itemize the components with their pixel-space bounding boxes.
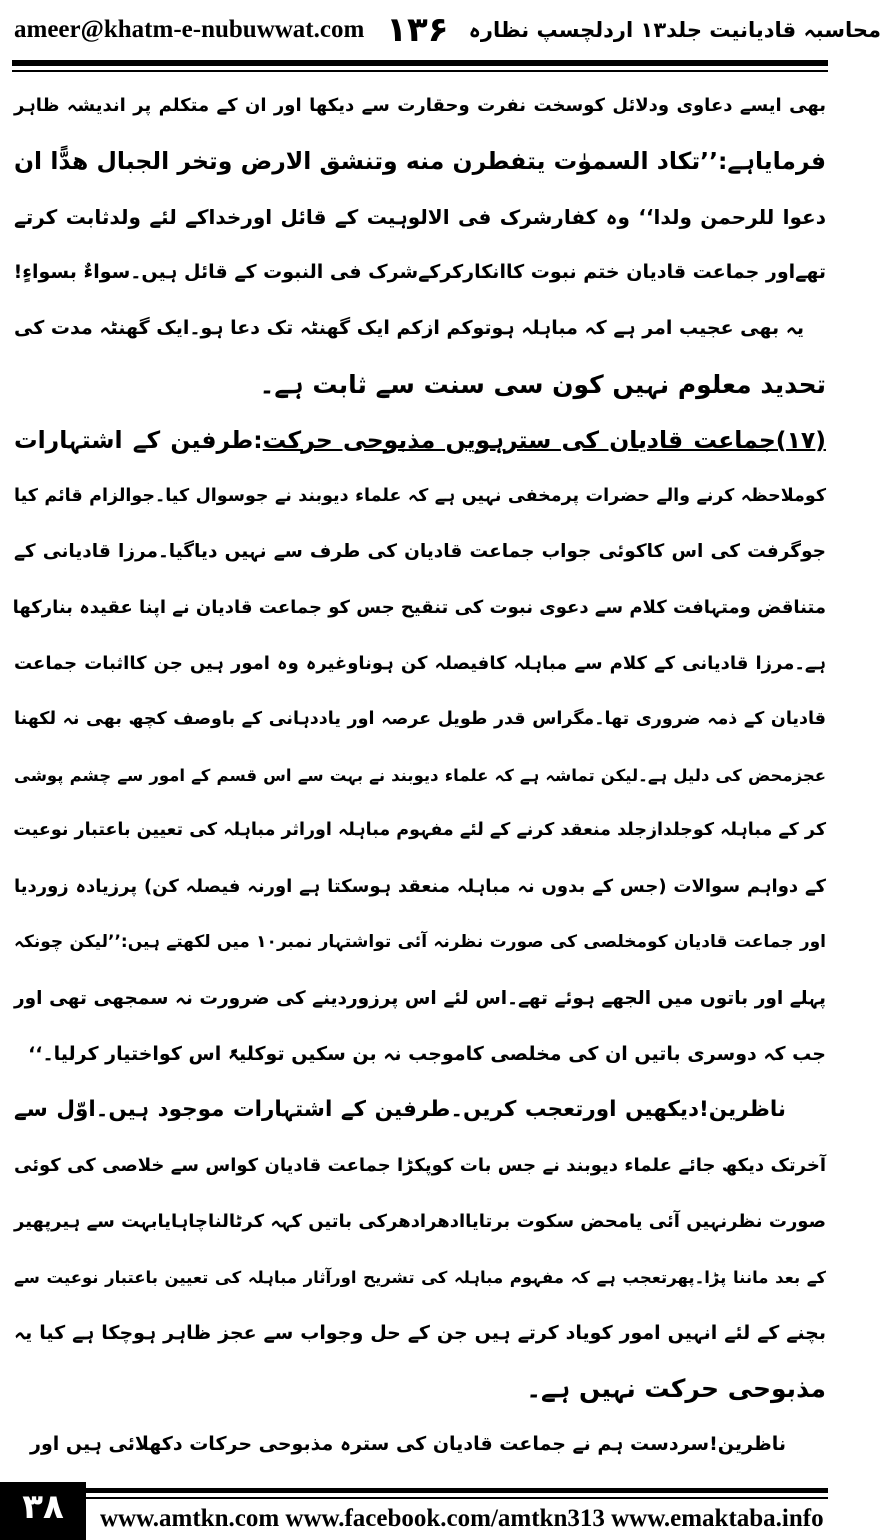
- text-line: کوملاحظہ کرنے والے حضرات پرمخفی نہیں ہے کہ علماء دیوبند نے جوسوال کیا۔جوالزام قائم کیا: [14, 485, 826, 506]
- header-email: ameer@khatm-e-nubuwwat.com: [14, 16, 365, 43]
- text-line: اور جماعت قادیان کومخلصی کی صورت نظرنہ آئی تواشتہار نمبر۱۰ میں لکھتے ہیں:’’لیکن چونکہ: [14, 931, 826, 952]
- text-line: متناقض ومتہافت کلام سے دعوی نبوت کی تنقیح جس کو جماعت قادیان نے اپنا عقیدہ بنارکھا: [12, 597, 826, 619]
- page-footer: [0, 1478, 840, 1540]
- footer-urls: www.amtkn.com www.facebook.com/amtkn313 www.emaktaba.info: [100, 1505, 824, 1532]
- text-line: ناظرین!دیکھیں اورتعجب کریں۔طرفین کے اشتہارات موجود ہیں۔اوّل سے: [14, 1097, 786, 1123]
- header-page-number: ۱۳۶: [386, 10, 449, 50]
- text-line: جوگرفت کی اس کاکوئی جواب جماعت قادیان کی طرف سے نہیں دیاگیا۔مرزا قادیانی کے: [14, 541, 826, 563]
- text-line: تھےاور جماعت قادیان ختم نبوت کاانکارکرکےشرک فی النبوت کے قائل ہیں۔سواءٌ بسواءٍ!: [13, 261, 826, 284]
- header-rule-thin: [12, 70, 828, 72]
- text-line: جب کہ دوسری باتیں ان کی مخلصی کاموجب نہ بن سکیں توکلیۃً اس کواختیار کرلیا۔‘‘: [28, 1042, 826, 1065]
- header-book-title: محاسبہ قادیانیت جلد۱۳ اردلچسپ نظارہ: [468, 18, 881, 42]
- text-line: فرمایاہے:’’تکاد السموٰت یتفطرن منه وتنشق الارض وتخر الجبال هدًّا ان: [14, 146, 826, 175]
- section-heading: [14, 413, 826, 469]
- text-line: قادیان کے ذمہ ضروری تھا۔مگراس قدر طویل عرصہ اور یاددہانی کے باوصف کچھ بھی نہ لکھنا: [14, 708, 826, 729]
- header-rule-thick: [12, 60, 828, 66]
- text-line: پہلے اور باتوں میں الجھے ہوئے تھے۔اس لئے اس پرزوردینے کی ضرورت نہ سمجھی تھی اور: [14, 987, 826, 1009]
- section-heading-rest: :طرفین کے اشتہارات: [14, 425, 263, 454]
- footer-rule-thin: [86, 1497, 828, 1499]
- text-line: تحدید معلوم نہیں کون سی سنت سے ثابت ہے۔: [259, 369, 826, 399]
- text-line: کر کے مباہلہ کوجلدازجلد منعقد کرنے کے لئے مفہوم مباہلہ اوراثر مباہلہ کی تعیین باعتبار نوعیت: [13, 820, 826, 841]
- text-line: یہ بھی عجیب امر ہے کہ مباہلہ ہوتوکم ازکم ایک گھنٹہ تک دعا ہو۔ایک گھنٹہ مدت کی: [14, 317, 804, 340]
- section-heading-title: (۱۷)جماعت قادیان کی سترہویں مذبوحی حرکت: [262, 425, 826, 454]
- text-line: کے بعد ماننا پڑا۔پھرتعجب ہے کہ مفہوم مباہلہ کی تشریح اورآثار مباہلہ کی تعیین باعتبار نوعیت سے: [14, 1267, 826, 1287]
- text-line: دعوا للرحمن ولدا‘‘ وہ کفارشرک فی الالوہیت کے قائل اورخداکے لئے ولدثابت کرتے: [14, 204, 826, 229]
- text-line: ہے۔مرزا قادیانی کے کلام سے مباہلہ کافیصلہ کن ہوناوغیرہ وہ امور ہیں جن کااثبات جماعت: [14, 652, 826, 674]
- text-line: عجزمحض کی دلیل ہے۔لیکن تماشہ ہے کہ علماء دیوبند نے بہت سے اس قسم کے امور سے چشم پوشی: [14, 765, 826, 785]
- text-line: بھی ایسے دعاوی ودلائل کوسخت نفرت وحقارت سے دیکھا اور ان کے متکلم پر اندیشہ ظاہر: [14, 95, 826, 116]
- header-row: [14, 4, 881, 56]
- footer-page-number: ۳۸: [0, 1482, 86, 1540]
- text-line: کے دواہم سوالات (جس کے بدوں نہ مباہلہ منعقد ہوسکتا ہے اورنہ فیصلہ کن) پرزیادہ زوردیا: [14, 876, 826, 898]
- text-line: بچنے کے لئے انہیں امور کویاد کرتے ہیں جن کے حل وجواب سے عجز ظاہر ہوچکا ہے کیا یہ: [14, 1321, 826, 1344]
- text-line: مذبوحی حرکت نہیں ہے۔: [526, 1374, 826, 1404]
- footer-rule-thick: [86, 1488, 828, 1493]
- page-body: [14, 78, 826, 1473]
- text-line: ناظرین!سردست ہم نے جماعت قادیان کی سترہ مذبوحی حرکات دکھلائی ہیں اور: [30, 1433, 786, 1456]
- text-line: آخرتک دیکھ جائے علماء دیوبند نے جس بات کوپکڑا جماعت قادیان کواس سے خلاصی کی کوئی: [14, 1155, 826, 1177]
- text-line: صورت نظرنہیں آئی یامحض سکوت برتایاادھرادھرکی باتیں کہہ کرٹالناچاہایابہت سے ہیرپھیر: [14, 1210, 826, 1232]
- page-header: [0, 0, 881, 76]
